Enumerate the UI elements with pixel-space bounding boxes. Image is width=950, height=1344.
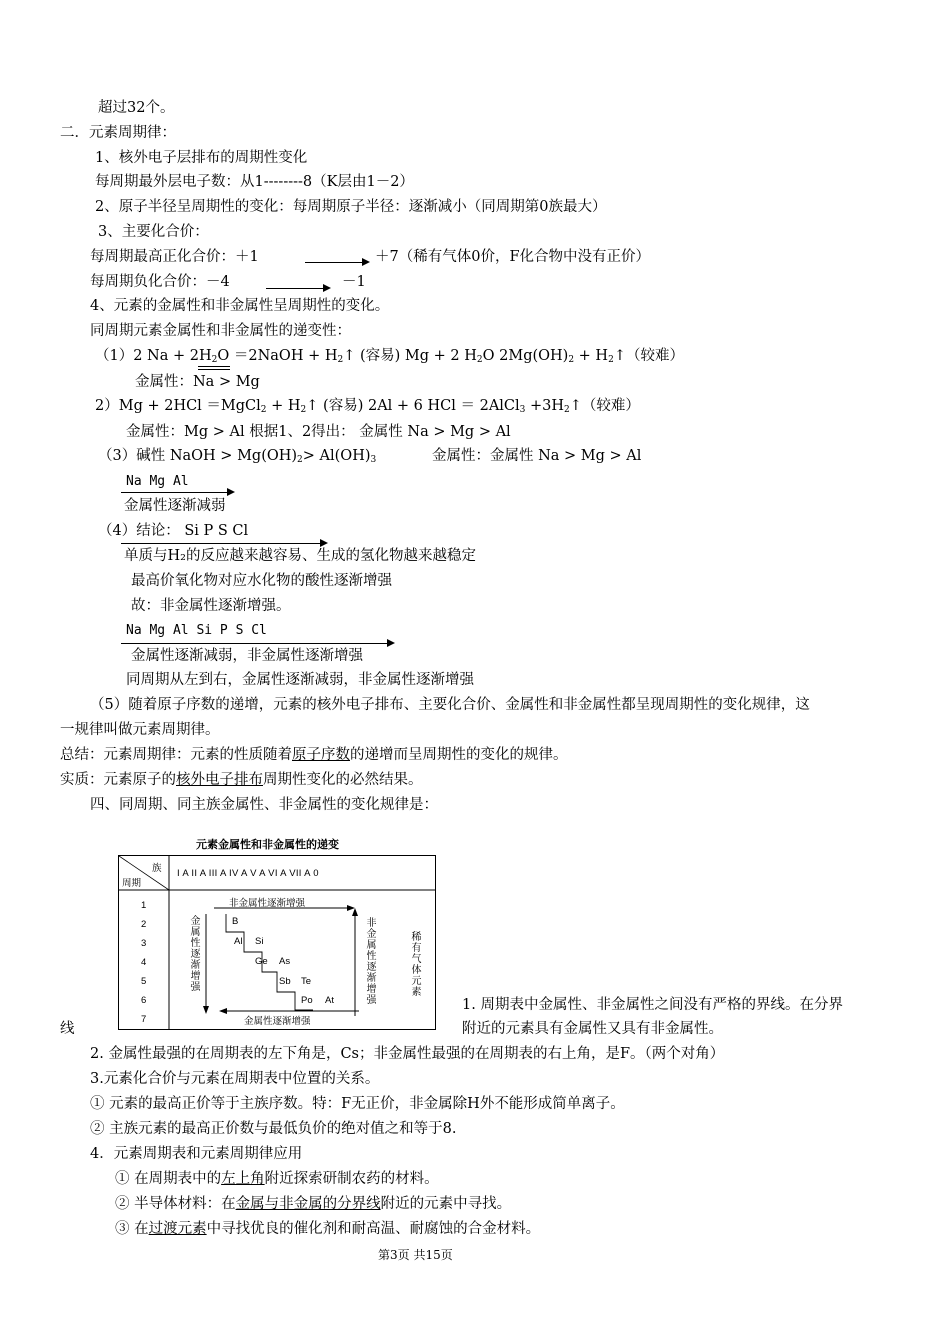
text-line: 2. 金属性最强的在周期表的左下角是，Cs；非金属性最强的在周期表的右上角，是F。（两个对角）: [90, 1046, 725, 1062]
text-line: 实质：元素原子的核外电子排布周期性变化的必然结果。: [60, 772, 423, 788]
header-group-label: 族: [152, 863, 162, 874]
text-line: 金属性逐渐减弱: [124, 498, 226, 514]
element-label: As: [279, 956, 291, 967]
element-label: Ge: [255, 956, 268, 967]
period-number: 1: [141, 900, 147, 911]
text-line: 单质与H₂的反应越来越容易、生成的氢化物越来越稳定: [124, 548, 476, 564]
text-line: 最高价氧化物对应水化物的酸性逐渐增强: [131, 573, 392, 589]
text-line: ② 主族元素的最高正价数与最低负价的绝对值之和等于8.: [90, 1121, 457, 1137]
element-label: B: [232, 916, 239, 927]
text-line: 4、元素的金属性和非金属性呈周期性的变化。: [90, 298, 390, 314]
text-line: 1. 周期表中金属性、非金属性之间没有严格的界线。在分界: [462, 997, 843, 1013]
equation-line: 2）Mg + 2HCl ＝MgCl$_2$ + $H_2↑$ (容易) 2Al + 6 HCl ＝ 2AlCl$_3$ $+3H_2↑$（较难）: [95, 398, 640, 415]
text-line: 故：非金属性逐渐增强。: [131, 598, 291, 614]
figure-title: 元素金属性和非金属性的递变: [196, 839, 339, 851]
text-line: 3、主要化合价：: [98, 224, 209, 240]
divider: [198, 369, 230, 370]
text-line: 每周期最高正化合价：＋1: [90, 249, 259, 265]
group-header: I A II A III A IV A V A VI A VII A 0: [177, 868, 319, 879]
period-number: 2: [141, 919, 147, 930]
right-arrow-label: 非金属性逐渐增强: [366, 918, 377, 1006]
text-line: 1、核外电子层排布的周期性变化: [95, 150, 308, 166]
text-line: 3.元素化合价与元素在周期表中位置的关系。: [90, 1071, 380, 1087]
period-number: 5: [141, 976, 147, 987]
equation-line: （1）2 $Na + 2H_2O$ ＝2NaOH + $H_2↑$ (容易) Mg + 2 $H_2O$ $2Mg(OH)_2$ + $H_2↑$（较难）: [95, 348, 684, 365]
element-label: Po: [301, 995, 313, 1006]
text-line: ① 元素的最高正价等于主族序数。特：F无正价，非金属除H外不能形成简单离子。: [90, 1096, 625, 1112]
period-number: 4: [141, 957, 147, 968]
element-series: Na Mg Al: [126, 474, 189, 489]
text-line: （5）随着原子序数的递增，元素的核外电子排布、主要化合价、金属性和非金属性都呈现周期性的变化规律，这: [90, 697, 810, 713]
element-label: Sb: [279, 976, 291, 987]
element-label: Al: [234, 936, 243, 947]
right-arrow-icon: [266, 288, 329, 289]
element-series: Na Mg Al Si P S Cl: [126, 623, 267, 638]
right-arrow-icon: [121, 643, 393, 644]
text-line: 金属性：金属性 Na > Mg > Al: [432, 448, 642, 464]
period-number: 3: [141, 938, 147, 949]
right-arrow-icon: [121, 492, 233, 493]
figure-lines: [119, 856, 435, 1029]
text-line: ＋7（稀有气体0价，F化合物中没有正价）: [375, 249, 651, 265]
period-number: 6: [141, 995, 147, 1006]
element-label: Te: [301, 976, 312, 987]
right-arrow-icon: [121, 543, 326, 544]
left-arrow-label: 金属性逐渐增强: [190, 916, 201, 993]
text-line: 线: [60, 1021, 75, 1037]
text-line: 金属性：Na > Mg: [135, 374, 260, 390]
element-label: At: [325, 995, 334, 1006]
text-line: 4．元素周期表和元素周期律应用: [90, 1146, 303, 1162]
text-line: 同周期元素金属性和非金属性的递变性：: [90, 323, 351, 339]
period-number: 7: [141, 1014, 147, 1025]
header-period-label: 周期: [122, 878, 142, 889]
bottom-arrow-label: 金属性逐渐增强: [244, 1016, 311, 1027]
text-line: 一规律叫做元素周期律。: [60, 722, 220, 738]
text-line: 每周期负化合价：－4: [90, 274, 230, 290]
text-line: 总结：元素周期律：元素的性质随着原子序数的递增而呈周期性的变化的规律。: [60, 747, 568, 763]
divider: [198, 366, 230, 367]
text-line: （3）碱性 NaOH > $Mg(OH)_2> Al(OH)_3$: [98, 448, 377, 465]
text-line: 附近的元素具有金属性又具有非金属性。: [462, 1021, 723, 1037]
periodic-trend-figure: [118, 855, 436, 1030]
text-line: 每周期最外层电子数：从1--------8（K层由1－2）: [95, 174, 414, 190]
top-arrow-label: 非金属性逐渐增强: [229, 898, 306, 909]
text-line: 2、原子半径呈周期性的变化：每周期原子半径：逐渐减小（同周期第0族最大）: [95, 199, 607, 215]
text-line: 金属性逐渐减弱，非金属性逐渐增强: [131, 648, 363, 664]
text-line: 同周期从左到右，金属性逐渐减弱，非金属性逐渐增强: [126, 672, 474, 688]
text-line: 超过32个。: [98, 100, 175, 116]
element-label: Si: [255, 936, 264, 947]
right-arrow-icon: [305, 262, 368, 263]
page-footer: 第3页 共15页: [378, 1248, 453, 1262]
text-line: 金属性：Mg > Al 根据1、2得出： 金属性 Na > Mg > Al: [126, 424, 511, 440]
text-line: （4）结论： Si P S Cl: [98, 523, 249, 539]
text-line: ③ 在过渡元素中寻找优良的催化剂和耐高温、耐腐蚀的合金材料。: [115, 1221, 541, 1237]
text-line: ① 在周期表中的左上角附近探索研制农药的材料。: [115, 1171, 439, 1187]
noble-gas-label: 稀有气体元素: [411, 932, 422, 998]
text-line: ② 半导体材料：在金属与非金属的分界线附近的元素中寻找。: [115, 1196, 512, 1212]
section-heading: 四、同周期、同主族金属性、非金属性的变化规律是：: [90, 797, 438, 813]
text-line: －1: [342, 274, 366, 290]
section-heading: 二．元素周期律：: [60, 125, 176, 141]
